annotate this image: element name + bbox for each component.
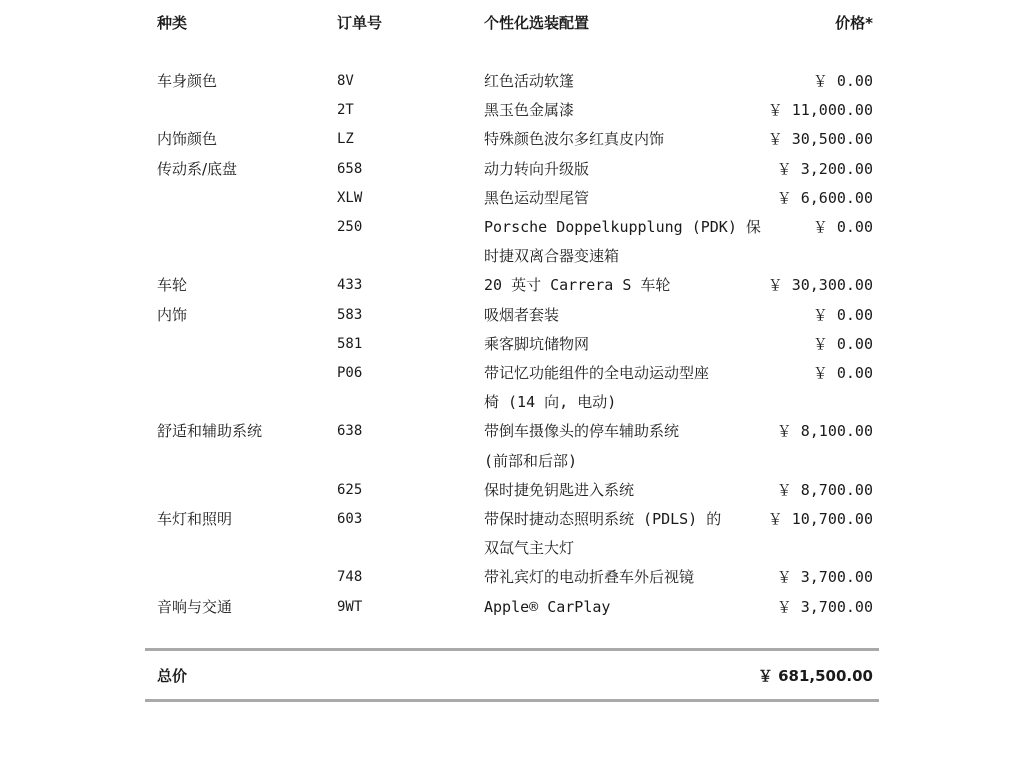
row-order-code: 581: [337, 335, 363, 352]
description-line: 红色活动软篷: [484, 72, 575, 90]
description-line: 特殊颜色波尔多红真皮内饰: [484, 130, 665, 149]
row-order-code: LZ: [337, 131, 354, 148]
table-row: [0, 125, 1024, 154]
table-row: [0, 330, 1024, 359]
table-row: [0, 593, 1024, 622]
row-option-description: [484, 593, 754, 622]
description-line: 黑玉色金属漆: [484, 101, 575, 120]
table-row: [0, 184, 1024, 213]
row-order-code: P06: [337, 365, 363, 382]
row-order-code: 603: [337, 511, 363, 528]
row-price: ￥ 11,000.00: [767, 101, 873, 120]
row-category: 车灯和照明: [157, 510, 233, 529]
table-row: [0, 301, 1024, 330]
row-price: ￥ 10,700.00: [767, 510, 873, 529]
row-price: ￥ 0.00: [812, 364, 873, 383]
header-order-code: 订单号: [337, 14, 383, 32]
row-option-description: [484, 67, 754, 96]
description-line: 带保时捷动态照明系统 (PDLS) 的: [484, 510, 722, 529]
row-category: 传动系/底盘: [157, 159, 238, 178]
description-line: 时捷双离合器变速箱: [484, 247, 620, 266]
row-price: ￥ 0.00: [812, 334, 873, 353]
row-order-code: 250: [337, 219, 363, 236]
row-order-code: 9WT: [337, 598, 363, 615]
option-rows: [0, 67, 1024, 622]
row-order-code: 583: [337, 306, 363, 323]
row-price: ￥ 8,100.00: [776, 422, 873, 441]
description-line: 双氙气主大灯: [484, 539, 575, 558]
row-price: ￥ 0.00: [812, 218, 873, 237]
row-option-description: [484, 155, 754, 184]
description-line: 吸烟者套装: [484, 305, 560, 324]
row-option-description: [484, 96, 754, 125]
row-category: 音响与交通: [157, 597, 233, 616]
row-option-description: [484, 271, 754, 300]
table-row: [0, 476, 1024, 505]
row-category: 舒适和辅助系统: [157, 422, 263, 441]
table-header: [0, 10, 1024, 36]
row-option-description: [484, 213, 761, 271]
row-category: 内饰: [157, 305, 188, 324]
row-price: ￥ 3,200.00: [776, 159, 873, 178]
row-price: ￥ 8,700.00: [776, 480, 873, 499]
table-row: [0, 563, 1024, 592]
row-option-description: [484, 184, 754, 213]
row-category: 内饰颜色: [157, 130, 218, 149]
row-price: ￥ 30,300.00: [767, 276, 873, 295]
description-line: 保时捷免钥匙进入系统: [484, 480, 635, 499]
description-line: 带礼宾灯的电动折叠车外后视镜: [484, 568, 695, 587]
table-row: [0, 359, 1024, 417]
row-option-description: [484, 417, 754, 475]
row-price: ￥ 0.00: [812, 72, 873, 90]
row-category: 车身颜色: [157, 72, 218, 90]
description-line: 椅 (14 向, 电动): [484, 393, 617, 412]
header-price: 价格*: [835, 14, 873, 32]
table-row: [0, 155, 1024, 184]
row-option-description: [484, 476, 754, 505]
row-option-description: [484, 125, 754, 154]
row-order-code: 748: [337, 569, 363, 586]
row-category: 车轮: [157, 276, 188, 295]
table-row: [0, 505, 1024, 563]
total-divider-top: [145, 648, 879, 651]
description-line: (前部和后部): [484, 451, 578, 470]
total-divider-bottom: [145, 699, 879, 702]
table-row: [0, 96, 1024, 125]
total-label: 总价: [157, 667, 188, 685]
row-price: ￥ 30,500.00: [767, 130, 873, 149]
table-row: [0, 213, 1024, 271]
row-order-code: XLW: [337, 189, 363, 206]
row-order-code: 8V: [337, 73, 354, 89]
description-line: 20 英寸 Carrera S 车轮: [484, 276, 671, 295]
total-price: ￥ 681,500.00: [757, 667, 873, 685]
row-order-code: 638: [337, 423, 363, 440]
description-line: 带记忆功能组件的全电动运动型座: [484, 364, 710, 383]
table-row: [0, 271, 1024, 300]
row-price: ￥ 3,700.00: [776, 597, 873, 616]
description-line: 动力转向升级版: [484, 159, 590, 178]
description-line: Porsche Doppelkupplung (PDK) 保: [484, 218, 761, 237]
description-line: 带倒车摄像头的停车辅助系统: [484, 422, 680, 441]
row-option-description: [484, 359, 754, 417]
description-line: 乘客脚坑储物网: [484, 334, 590, 353]
row-price: ￥ 0.00: [812, 305, 873, 324]
table-row: [0, 67, 1024, 96]
row-option-description: [484, 563, 754, 592]
row-order-code: 658: [337, 160, 363, 177]
description-line: 黑色运动型尾管: [484, 188, 590, 207]
header-category: 种类: [157, 14, 188, 32]
row-option-description: [484, 330, 754, 359]
row-price: ￥ 3,700.00: [776, 568, 873, 587]
description-line: Apple® CarPlay: [484, 597, 611, 616]
row-option-description: [484, 505, 754, 563]
row-option-description: [484, 301, 754, 330]
row-price: ￥ 6,600.00: [776, 188, 873, 207]
row-order-code: 625: [337, 481, 363, 498]
row-order-code: 433: [337, 277, 363, 294]
row-order-code: 2T: [337, 102, 354, 119]
header-option-config: 个性化选装配置: [484, 14, 590, 32]
table-row: [0, 417, 1024, 475]
